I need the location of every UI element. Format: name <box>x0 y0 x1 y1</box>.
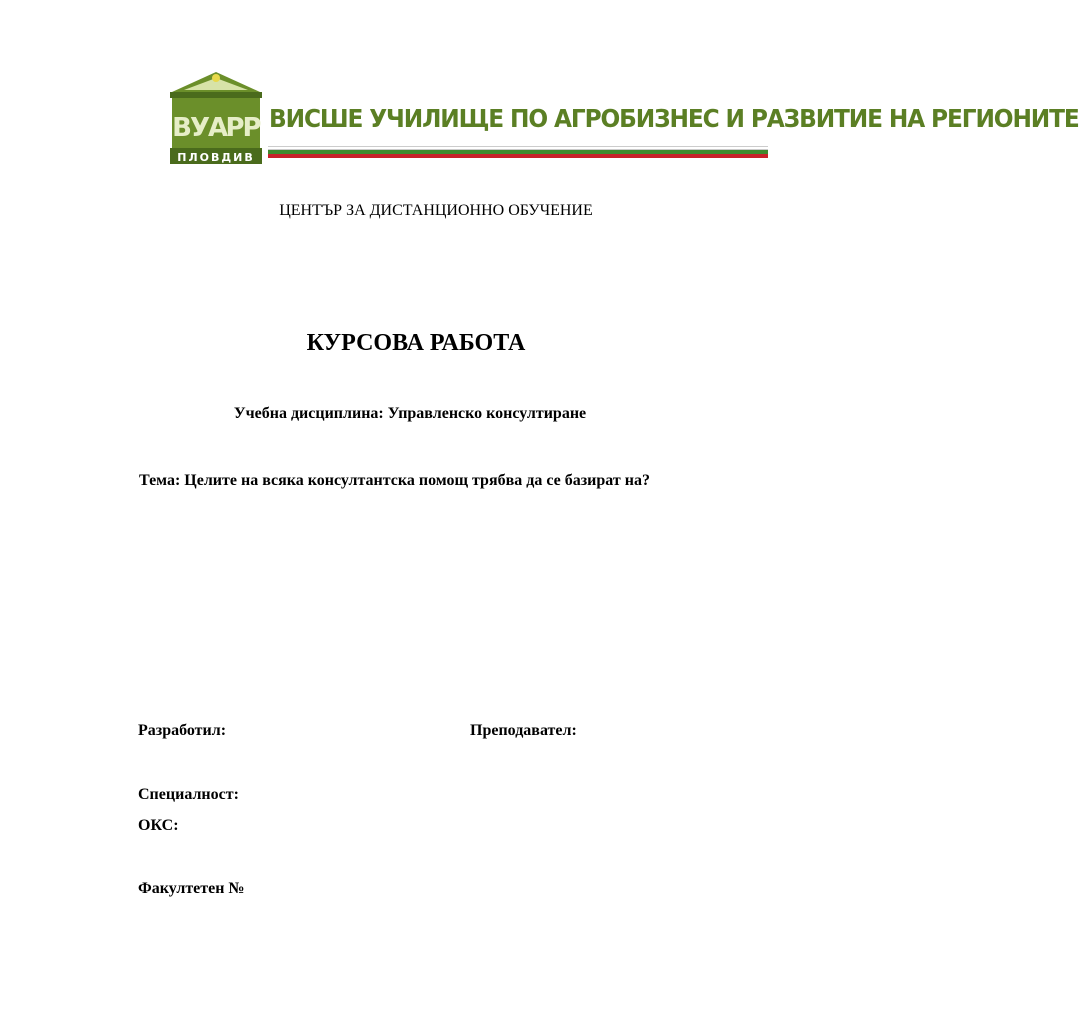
logo-letter: Р <box>242 113 262 143</box>
logo-letter: Р <box>225 113 245 143</box>
oks-label: ОКС: <box>138 817 179 834</box>
logo-letter: В <box>172 113 192 143</box>
logo-letter: А <box>207 113 229 143</box>
university-logo-icon <box>168 68 264 166</box>
faculty-number-label: Факултетен № <box>138 880 245 897</box>
logo-letter: У <box>189 113 211 143</box>
school-name: ВИСШЕ УЧИЛИЩЕ ПО АГРОБИЗНЕС И РАЗВИТИЕ НА РЕГИОНИТЕ <box>269 104 1079 133</box>
discipline: Учебна дисциплина: Управленско консултиране <box>233 405 587 422</box>
flag-stripes <box>268 146 768 158</box>
logo-city: ПЛОВДИВ <box>177 151 255 164</box>
header <box>168 68 1079 168</box>
page-title: КУРСОВА РАБОТА <box>306 330 526 356</box>
center-name: ЦЕНТЪР ЗА ДИСТАНЦИОННО ОБУЧЕНИЕ <box>279 202 593 219</box>
specialty-label: Специалност: <box>138 786 239 803</box>
teacher-label: Преподавател: <box>470 722 577 739</box>
topic: Тема: Целите на всяка консултантска помощ трябва да се базират на? <box>139 472 650 489</box>
author-label: Разработил: <box>138 722 227 739</box>
